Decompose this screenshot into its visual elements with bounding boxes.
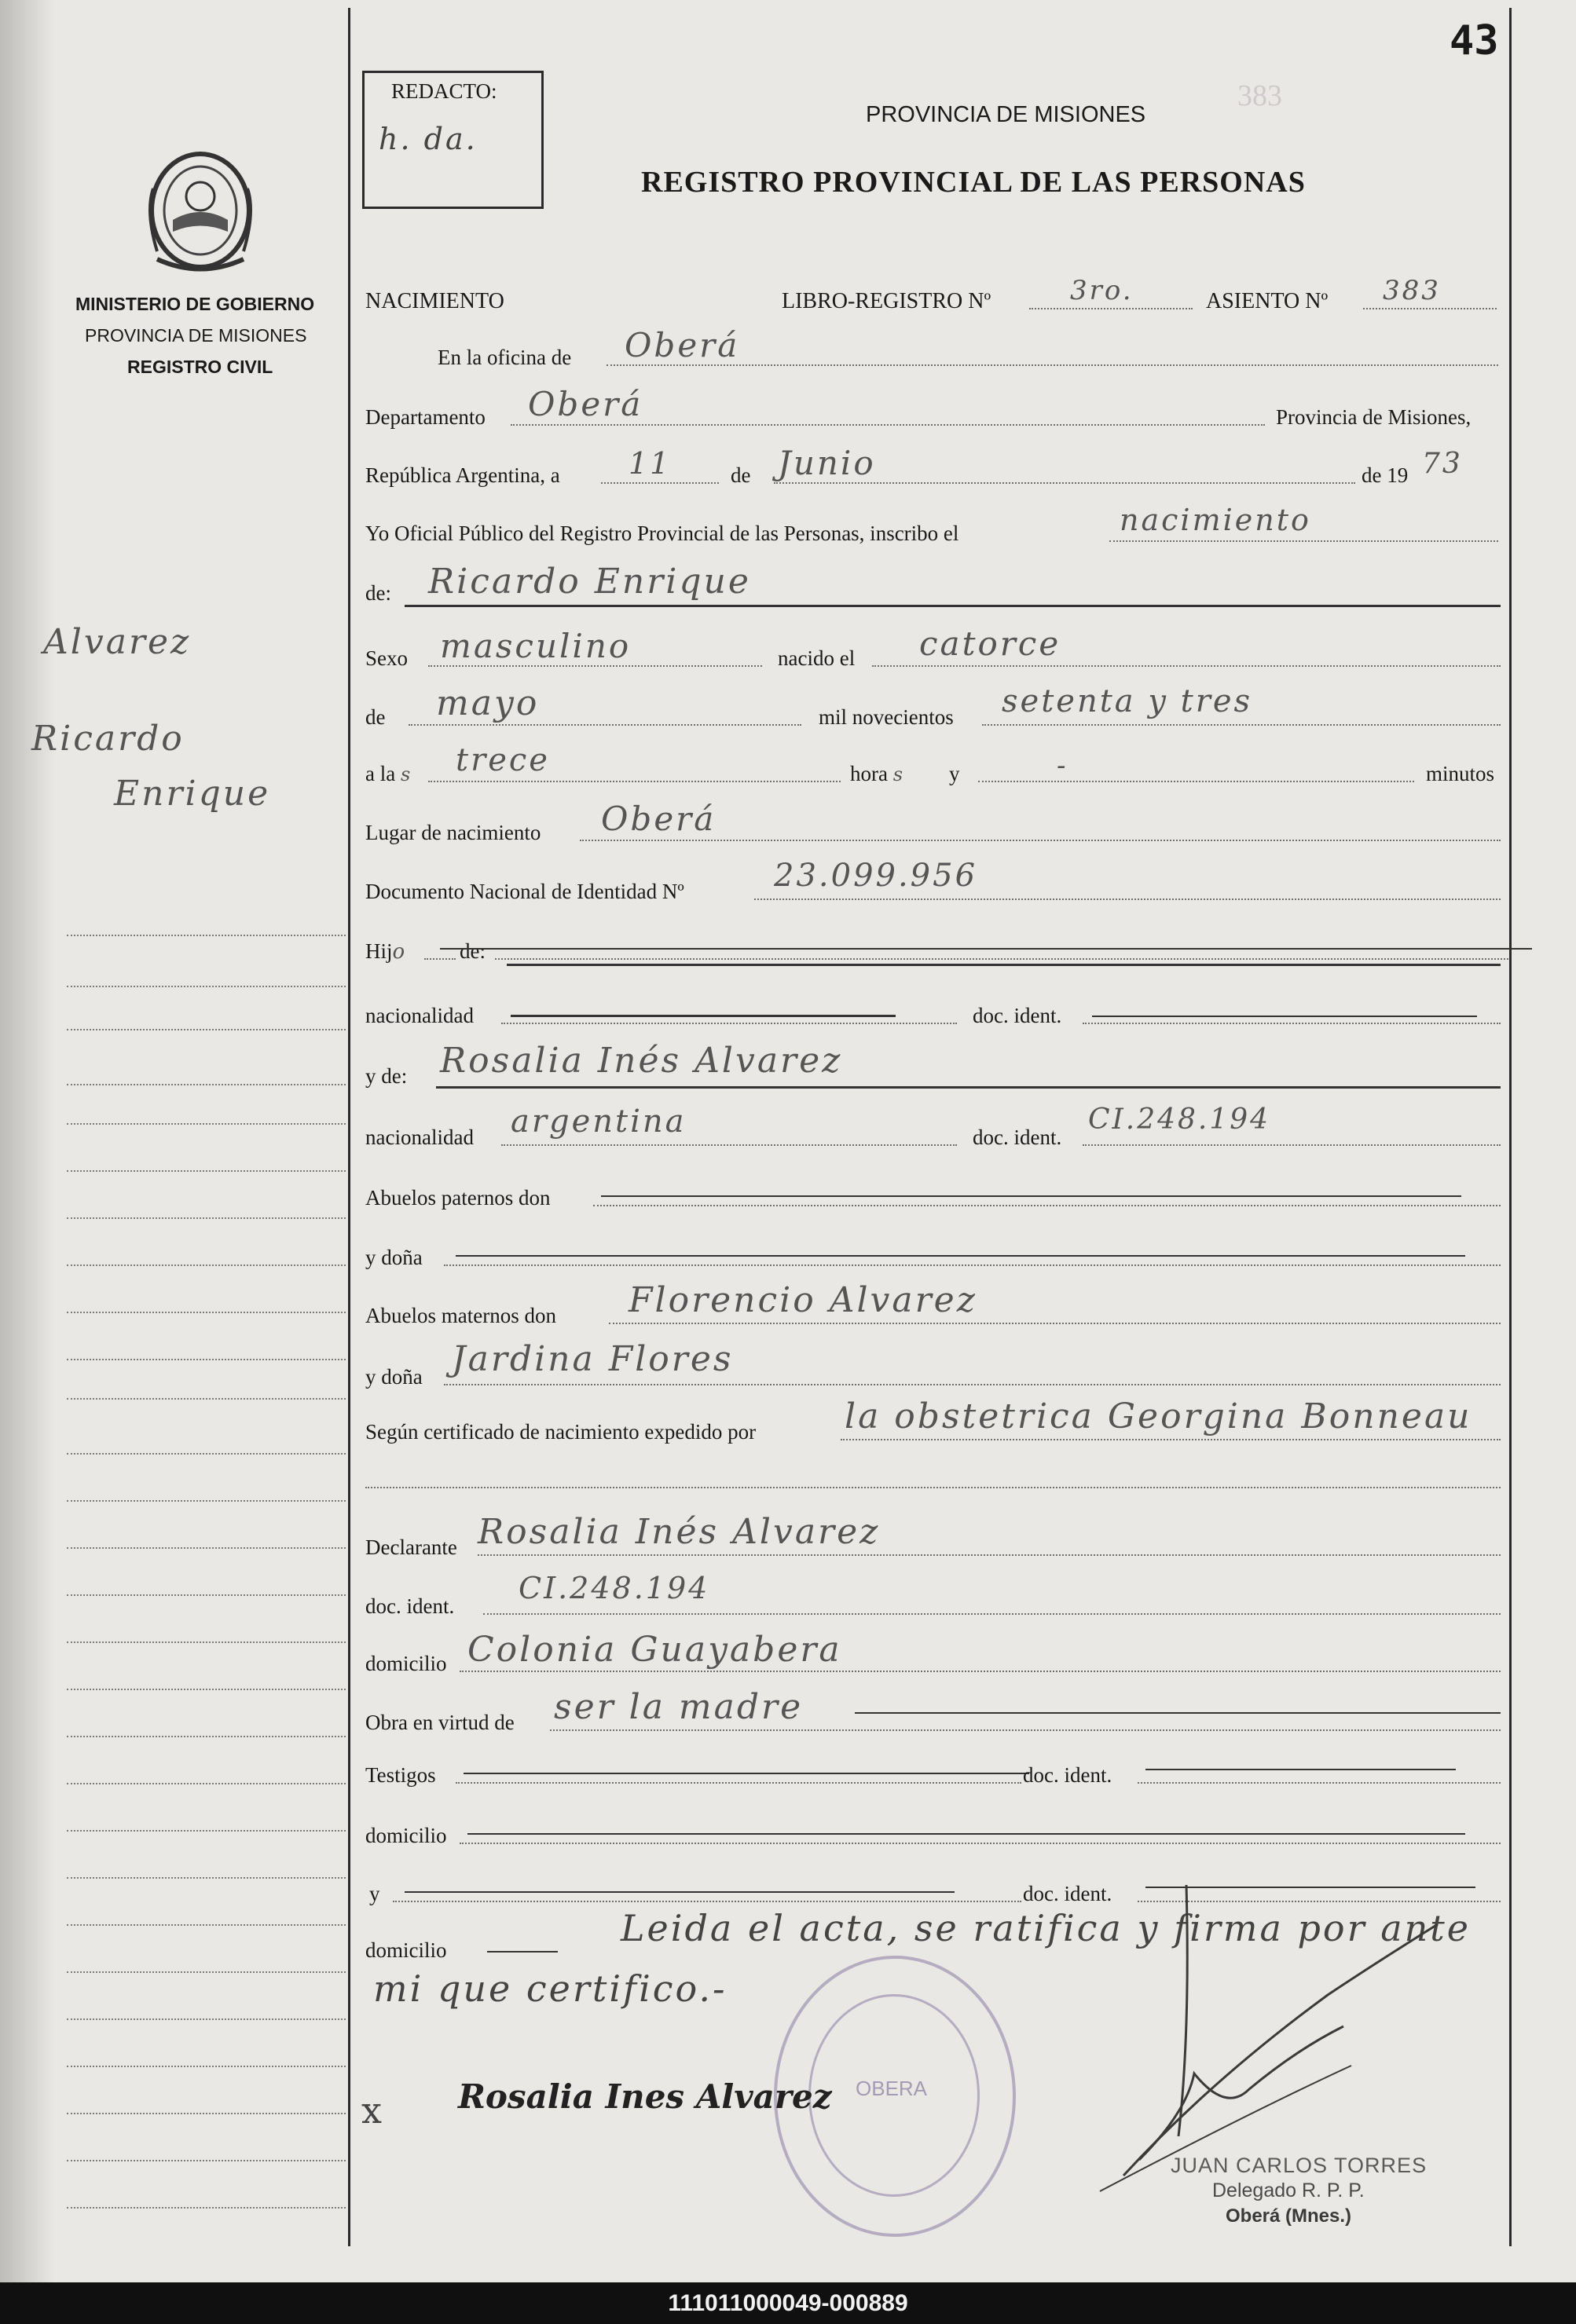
docident-label: doc. ident. [973, 1004, 1062, 1027]
a-la-text: a la [365, 762, 396, 785]
coat-of-arms-emblem [141, 141, 259, 275]
y-label: y [949, 762, 960, 785]
domicilio-value: Colonia Guayabera [467, 1630, 842, 1670]
anio-value: 73 [1422, 448, 1463, 480]
mes-value: Junio [778, 444, 876, 482]
nacimiento-label: NACIMIENTO [365, 289, 504, 313]
seal-center-text: OBERA [856, 2077, 928, 2100]
de-nombre-label: de: [365, 581, 391, 605]
dni-value: 23.099.956 [774, 858, 978, 894]
footer-code-bar: 111011000049-000889 [0, 2282, 1576, 2324]
nacido-label: nacido el [778, 646, 856, 670]
header-title: REGISTRO PROVINCIAL DE LAS PERSONAS [641, 166, 1306, 199]
nacionalidad-madre-value: argentina [511, 1103, 687, 1140]
docident-declarante-label: doc. ident. [365, 1594, 455, 1618]
right-margin-rule [1509, 8, 1512, 2246]
a-la-suffix: s [400, 763, 413, 785]
margin-note-middlename: Enrique [114, 774, 271, 814]
testigo2-docident-label: doc. ident. [1023, 1882, 1112, 1905]
segun-certificado-label: Según certificado de nacimiento expedido por [365, 1420, 757, 1444]
asiento-value: 383 [1383, 275, 1441, 306]
mil-novecientos-value: setenta y tres [1002, 683, 1253, 719]
testigos-label: Testigos [365, 1763, 436, 1787]
provincia-label: Provincia de Misiones, [1276, 405, 1472, 429]
testigos-docident-label: doc. ident. [1023, 1763, 1112, 1787]
hijo-de-label: de: [460, 939, 486, 963]
ministry-line-1: MINISTERIO DE GOBIERNO [75, 294, 315, 314]
margin-note-surname: Alvarez [43, 622, 192, 662]
de19-label: de 19 [1362, 463, 1409, 487]
official-name: JUAN CARLOS TORRES [1171, 2154, 1428, 2177]
lugar-value: Oberá [601, 800, 717, 838]
horas-suffix: s [892, 763, 906, 785]
page-edge-shadow [0, 0, 55, 2282]
horas-label [850, 762, 905, 786]
obra-value: ser la madre [554, 1687, 804, 1727]
declarante-value: Rosalia Inés Alvarez [478, 1512, 881, 1552]
faint-number-stamp: 383 [1237, 79, 1282, 112]
applicant-signature: Rosalia Ines Alvarez [458, 2077, 832, 2116]
abuelos-paternos-label: Abuelos paternos don [365, 1186, 551, 1210]
horas-text: hora [850, 762, 888, 785]
dia-value: 11 [629, 446, 672, 481]
nacionalidad-madre-label: nacionalidad [365, 1125, 474, 1149]
domicilio-testigo2-label: domicilio [365, 1938, 447, 1962]
minutos-value: - [1057, 750, 1068, 781]
domicilio-label: domicilio [365, 1652, 447, 1675]
abuelos-maternos-value: Florencio Alvarez [629, 1280, 977, 1320]
mil-novecientos-label: mil novecientos [819, 705, 954, 729]
nacionalidad-label: nacionalidad [365, 1004, 474, 1027]
de-label: de [731, 463, 751, 487]
official-title: Delegado R. P. P. [1212, 2179, 1365, 2201]
docident-declarante-value: CI.248.194 [519, 1571, 710, 1605]
departamento-label: Departamento [365, 405, 486, 429]
left-margin-rule [348, 8, 350, 2246]
official-place: Oberá (Mnes.) [1226, 2205, 1352, 2227]
inscribe-value: nacimiento [1120, 503, 1311, 537]
departamento-value: Oberá [528, 385, 643, 423]
libro-registro-value: 3ro. [1070, 275, 1134, 306]
domicilio-testigo1-label: domicilio [365, 1824, 447, 1847]
libro-registro-label: LIBRO-REGISTRO Nº [782, 289, 991, 313]
segun-certificado-value: la obstetrica Georgina Bonneau [845, 1396, 1472, 1436]
signature-mark: x [361, 2089, 384, 2132]
docident-madre-value: CI.248.194 [1088, 1103, 1271, 1136]
minutos-label: minutos [1426, 762, 1495, 785]
y-testigo2-label: y [369, 1882, 380, 1905]
redacto-label: REDACTO: [391, 79, 497, 103]
hijo-text: Hij [365, 939, 393, 963]
madre-value: Rosalia Inés Alvarez [440, 1041, 843, 1081]
redacto-value: h. da. [379, 122, 478, 156]
margin-note-firstname: Ricardo [31, 719, 185, 759]
de-mes-label: de [365, 705, 386, 729]
sexo-value: masculino [440, 627, 632, 665]
hora-value: trece [456, 742, 550, 778]
header-province: PROVINCIA DE MISIONES [866, 102, 1146, 127]
nacido-value: catorce [919, 624, 1061, 663]
dni-label: Documento Nacional de Identidad Nº [365, 880, 684, 903]
oficial-text: Yo Oficial Público del Registro Provincial de las Personas, inscribo el [365, 522, 959, 545]
y-dona-paterna-label: y doña [365, 1246, 423, 1269]
leida-text: Leida el acta, se ratifica y firma por ante [621, 1907, 1471, 1949]
y-dona-materna-value: Jardina Flores [452, 1339, 734, 1379]
asiento-label: ASIENTO Nº [1206, 289, 1329, 313]
ministry-line-2: PROVINCIA DE MISIONES [85, 325, 307, 346]
docident-madre-label: doc. ident. [973, 1125, 1062, 1149]
a-la-label [365, 762, 412, 786]
y-de-label: y de: [365, 1064, 408, 1088]
leida-text-line2: mi que certifico.- [373, 1967, 728, 2010]
abuelos-maternos-label: Abuelos maternos don [365, 1304, 556, 1327]
lugar-label: Lugar de nacimiento [365, 821, 541, 844]
hijo-label [365, 939, 407, 964]
ministry-line-3: REGISTRO CIVIL [127, 357, 273, 377]
declarante-label: Declarante [365, 1535, 457, 1559]
redacto-box [362, 71, 544, 209]
hijo-suffix: o [392, 940, 408, 964]
obra-label: Obra en virtud de [365, 1711, 515, 1734]
oficina-value: Oberá [625, 326, 740, 364]
nombre-value: Ricardo Enrique [428, 562, 751, 602]
mes-nacimiento-value: mayo [436, 683, 540, 723]
sexo-label: Sexo [365, 646, 408, 670]
oficina-label: En la oficina de [438, 346, 572, 369]
republica-label: República Argentina, a [365, 463, 560, 487]
page-number: 43 [1450, 17, 1499, 64]
y-dona-materna-label: y doña [365, 1365, 423, 1389]
